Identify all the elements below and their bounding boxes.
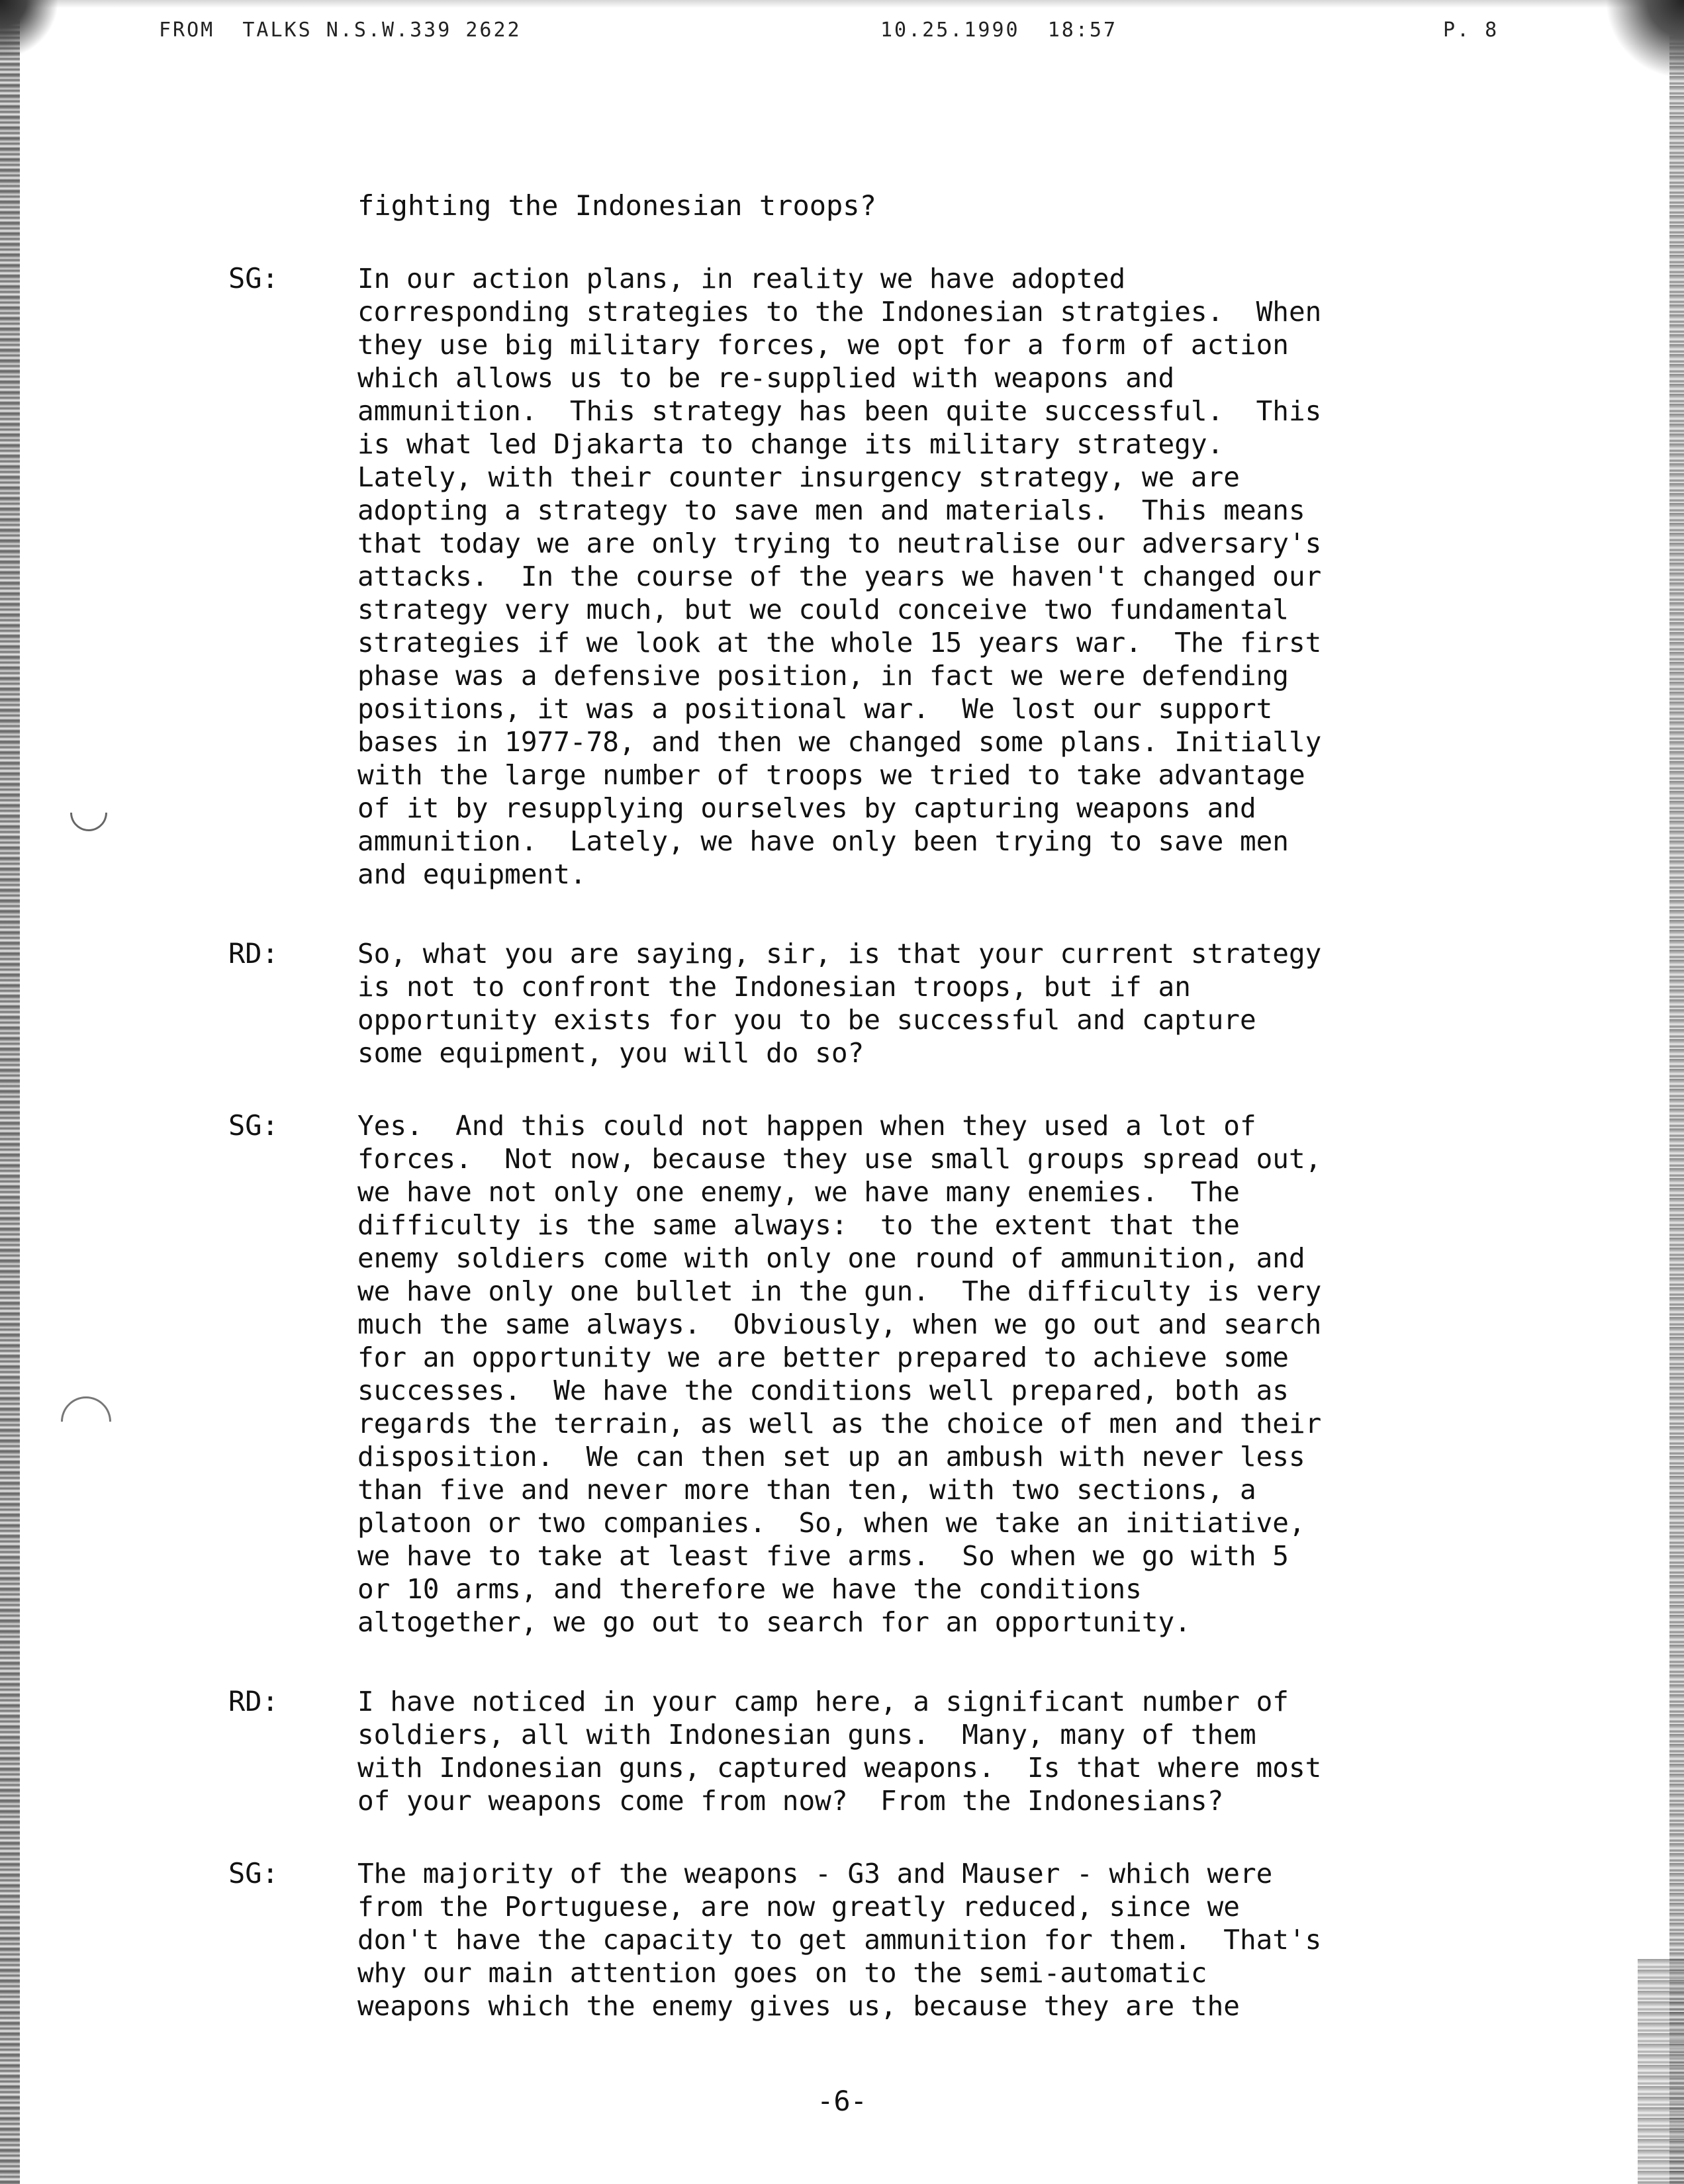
fax-from: FROM TALKS N.S.W.339 2622 xyxy=(159,19,522,42)
text-line: from the Portuguese, are now greatly reduced, since we xyxy=(357,1891,1240,1923)
entry-text xyxy=(357,262,1549,891)
speaker-label: RD: xyxy=(228,937,279,970)
text-line: forces. Not now, because they use small groups spread out, xyxy=(357,1143,1322,1175)
fax-page-number: P. 8 xyxy=(1443,19,1499,42)
text-line: ammunition. This strategy has been quite successful. This xyxy=(357,395,1322,427)
text-line: than five and never more than ten, with two sections, a xyxy=(357,1474,1256,1506)
text-line: of it by resupplying ourselves by capturing weapons and xyxy=(357,792,1256,824)
text-line: altogether, we go out to search for an opportunity. xyxy=(357,1606,1191,1638)
scan-edge-top xyxy=(0,0,1684,8)
text-line: much the same always. Obviously, when we go out and search xyxy=(357,1308,1322,1340)
text-line: ammunition. Lately, we have only been trying to save men xyxy=(357,825,1289,857)
entry-text xyxy=(357,1685,1549,1817)
text-line: strategies if we look at the whole 15 years war. The first xyxy=(357,627,1322,659)
opening-line: fighting the Indonesian troops? xyxy=(357,189,876,222)
text-line: difficulty is the same always: to the extent that the xyxy=(357,1209,1240,1241)
text-line: In our action plans, in reality we have adopted xyxy=(357,263,1126,295)
fax-header xyxy=(159,19,1509,48)
fax-date-time: 10.25.1990 18:57 xyxy=(880,19,1118,42)
text-line: Yes. And this could not happen when they used a lot of xyxy=(357,1110,1256,1142)
text-line: we have only one bullet in the gun. The difficulty is very xyxy=(357,1275,1322,1307)
text-line: platoon or two companies. So, when we take an initiative, xyxy=(357,1507,1305,1539)
text-line: with Indonesian guns, captured weapons. Is that where most xyxy=(357,1752,1322,1784)
text-line: with the large number of troops we tried to take advantage xyxy=(357,759,1305,791)
scan-corner-top-right xyxy=(1605,0,1684,79)
text-line: successes. We have the conditions well prepared, both as xyxy=(357,1375,1289,1406)
speaker-label: SG: xyxy=(228,1109,279,1142)
page-number: -6- xyxy=(817,2085,867,2117)
text-line: phase was a defensive position, in fact we were defending xyxy=(357,660,1289,692)
text-line: some equipment, you will do so? xyxy=(357,1037,865,1069)
text-line: or 10 arms, and therefore we have the conditions xyxy=(357,1573,1142,1605)
text-line: attacks. In the course of the years we haven't changed our xyxy=(357,561,1322,592)
scan-edge-right xyxy=(1669,26,1684,2184)
text-line: Lately, with their counter insurgency strategy, we are xyxy=(357,461,1240,493)
text-line: which allows us to be re-supplied with weapons and xyxy=(357,362,1175,394)
speaker-label: SG: xyxy=(228,1857,279,1889)
speaker-label: RD: xyxy=(228,1685,279,1717)
text-line: bases in 1977-78, and then we changed some plans. Initially xyxy=(357,726,1322,758)
text-line: soldiers, all with Indonesian guns. Many, many of them xyxy=(357,1719,1256,1751)
text-line: weapons which the enemy gives us, because they are the xyxy=(357,1990,1240,2022)
scan-edge-right-lower xyxy=(1638,1959,1684,2184)
text-line: regards the terrain, as well as the choice of men and their xyxy=(357,1408,1322,1439)
text-line: enemy soldiers come with only one round of ammunition, and xyxy=(357,1242,1305,1274)
scan-edge-left xyxy=(0,0,20,2184)
text-line: The majority of the weapons - G3 and Mauser - which were xyxy=(357,1858,1273,1889)
text-line: corresponding strategies to the Indonesian stratgies. When xyxy=(357,296,1322,328)
text-line: we have to take at least five arms. So when we go with 5 xyxy=(357,1540,1289,1572)
text-line: we have not only one enemy, we have many enemies. The xyxy=(357,1176,1240,1208)
scan-corner-top-left xyxy=(0,0,60,60)
text-line: for an opportunity we are better prepared to achieve some xyxy=(357,1342,1289,1373)
text-line: don't have the capacity to get ammunition for them. That's xyxy=(357,1924,1322,1956)
text-line: and equipment. xyxy=(357,858,586,890)
entry-text xyxy=(357,937,1549,1069)
text-line: positions, it was a positional war. We lost our support xyxy=(357,693,1273,725)
text-line: strategy very much, but we could conceive two fundamental xyxy=(357,594,1289,625)
speaker-label: SG: xyxy=(228,262,279,295)
text-line: is not to confront the Indonesian troops, but if an xyxy=(357,971,1191,1003)
text-line: is what led Djakarta to change its military strategy. xyxy=(357,428,1224,460)
text-line: of your weapons come from now? From the Indonesians? xyxy=(357,1785,1224,1817)
text-line: disposition. We can then set up an ambush with never less xyxy=(357,1441,1305,1473)
hole-punch-mark xyxy=(62,786,115,839)
hole-punch-mark xyxy=(50,1386,121,1457)
entry-text xyxy=(357,1109,1549,1639)
text-line: why our main attention goes on to the semi-automatic xyxy=(357,1957,1207,1989)
text-line: opportunity exists for you to be successful and capture xyxy=(357,1004,1256,1036)
text-line: adopting a strategy to save men and materials. This means xyxy=(357,494,1305,526)
entry-text xyxy=(357,1857,1549,2023)
text-line: So, what you are saying, sir, is that your current strategy xyxy=(357,938,1322,970)
text-line: they use big military forces, we opt for a form of action xyxy=(357,329,1289,361)
text-line: that today we are only trying to neutralise our adversary's xyxy=(357,527,1322,559)
text-line: I have noticed in your camp here, a significant number of xyxy=(357,1686,1289,1717)
